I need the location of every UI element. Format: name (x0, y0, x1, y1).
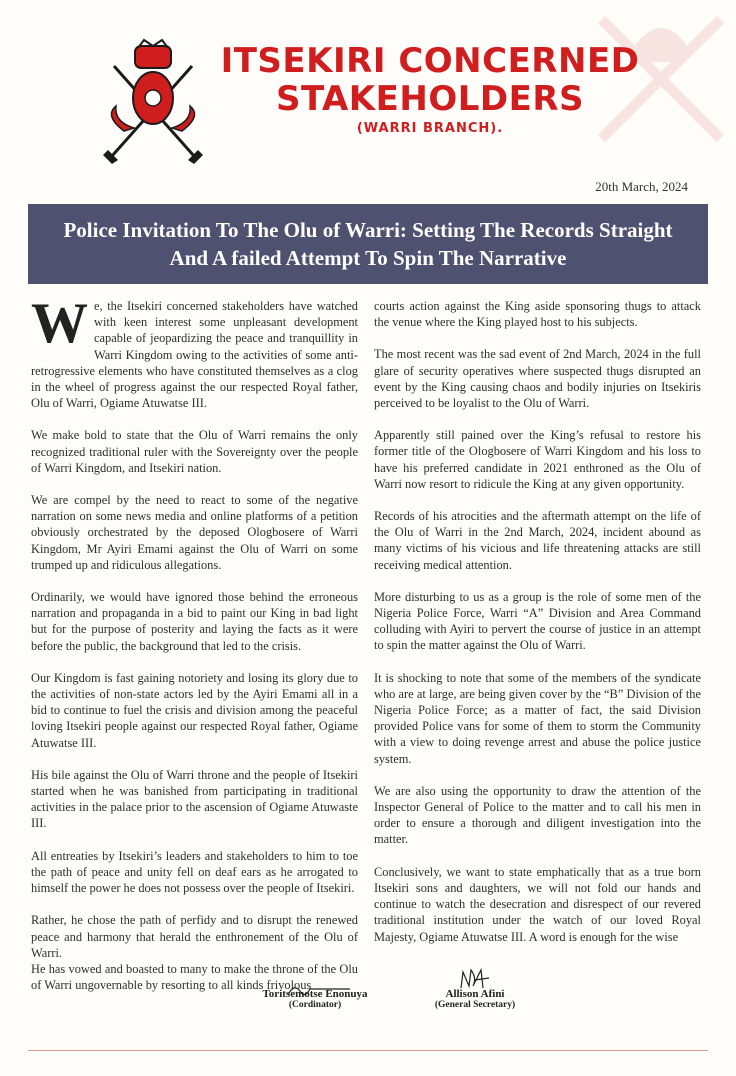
signatory-role: (Cordinator) (288, 1000, 342, 1010)
org-name-line1: ITSEKIRI CONCERNED (220, 41, 640, 81)
signature-icon (455, 966, 495, 992)
paragraph: Ordinarily, we would have ignored those behind the erroneous narration and propaganda in a bid to paint our King in bad light but for the purpose of posterity and laying the facts as it were before the public, the background that led to the crisis. (31, 590, 358, 653)
paragraph: It is shocking to note that some of the members of the syndicate who are at large, are being given cover by the “B” Division of the Nigeria Police Force; as a matter of fact, the said Division provided Police vans for some of them to storm the Community with a view to doing revenge arrest and abuse the police justice system. (374, 670, 701, 766)
headline-banner (28, 204, 708, 284)
headline-text: Police Invitation To The Olu of Warri: Setting The Records Straight And A failed Attempt To Spin The Narrative (63, 218, 673, 270)
paragraph: We are also using the opportunity to draw the attention of the Inspector General of Police to the matter and to call his men in order to ensure a thorough and diligent investigation into the matter. (374, 783, 701, 847)
paragraph: courts action against the King aside sponsoring thugs to attack the venue where the King played host to his subjects. (374, 299, 701, 330)
right-column (374, 298, 701, 961)
paragraph: All entreaties by Itsekiri’s leaders and stakeholders to him to toe the path of peace and unity fell on deaf ears as he arrogated to himself the power he does not possess over the people of Itsekiri. (31, 848, 358, 896)
paragraph: Records of his atrocities and the aftermath attempt on the life of the Olu of Warri in the 2nd March, 2024, incident abound as many victims of his vicious and life threatening attacks are still receiving medical attention. (374, 509, 701, 572)
paragraph: Apparently still pained over the King’s refusal to restore his former title of the Ologbosere of Warri Kingdom and his loss to have his preferred candidate in 2021 enthroned as the Olu of Warri now resort to ridicule the King at any given opportunity. (374, 428, 701, 491)
signatory-secretary (400, 988, 550, 1010)
paragraph: Rather, he chose the path of perfidy and to disrupt the renewed peace and harmony that herald the enthronement of the Olu of Warri. (31, 913, 358, 960)
left-column (31, 292, 358, 1009)
document-date: 20th March, 2024 (595, 179, 688, 194)
signatory-name: Toritsemotse Enonuya (262, 988, 368, 1000)
org-name-line2: STAKEHOLDERS (275, 79, 585, 119)
paragraph: The most recent was the sad event of 2nd March, 2024 in the full glare of security operatives where suspected thugs disrupted an event by the King causing chaos and bodily injuries on Itsekiris perceived to be loyalist to the Olu of Warri. (374, 347, 701, 411)
paragraph: More disturbing to us as a group is the role of some men of the Nigeria Police Force, Warri “A” Division and Area Command colluding with Ayiri to pervert the course of justice in an attempt to spin the matter against the Olu of Warri. (374, 589, 701, 653)
organization-name (220, 42, 640, 138)
signatory-role: (General Secretary) (434, 1000, 516, 1010)
paragraph: We make bold to state that the Olu of Warri remains the only recognized traditional ruler with the Sovereignty over the people of Warri Kingdom, and Itsekiri nation. (31, 428, 358, 475)
paragraph: His bile against the Olu of Warri throne and the people of Itsekiri started when he was banished from participating in traditional activities in the palace prior to the ascension of Ogiame Atuwaste III. (31, 767, 358, 831)
org-branch: (WARRI BRANCH). (356, 121, 504, 136)
signatory-coordinator (240, 988, 390, 1010)
paragraph: We are compel by the need to react to some of the negative narration on some news media and online platforms of a petition obviously orchestrated by the deposed Ologbosere of Warri Kingdom, Mr Ayiri Emami against the Olu of Warri on some trumped up and ridiculous allegations. (31, 493, 358, 572)
signature-icon (280, 974, 360, 1010)
crossed-swords-crown-crest-icon (94, 36, 212, 166)
paragraph: We, the Itsekiri concerned stakeholders have watched with keen interest some unpleasant development capable of jeopardizing the peace and tranquillity in Warri Kingdom owing to the activities of some anti-retrogressive elements who have constituted themselves as a clog in the wheel of progress against the our respected Royal father, Olu of Warri, Ogiame Atuwatse III. (31, 292, 358, 411)
footer-divider (28, 1050, 708, 1051)
signatory-name: Allison Afini (445, 988, 505, 1000)
drop-cap: W (31, 292, 88, 355)
paragraph: He has vowed and boasted to many to make the throne of the Olu of Warri ungovernable by resorting to all kinds frivolous (31, 961, 358, 993)
paragraph: Conclusively, we want to state emphatically that as a true born Itsekiri sons and daughters, we will not fold our hands and continue to watch the desecration and disrespect of our revered traditional institution under the watch of our loved Royal Majesty, Ogiame Atuwatse III. A word is enough for the wise (374, 864, 701, 944)
paragraph: Our Kingdom is fast gaining notoriety and losing its glory due to the activities of non-state actors led by the Ayiri Emami all in a bid to continue to fuel the crisis and division among the peaceful loving Itsekiri people against our respected Royal father, Ogiame Atuwatse III. (31, 670, 358, 750)
